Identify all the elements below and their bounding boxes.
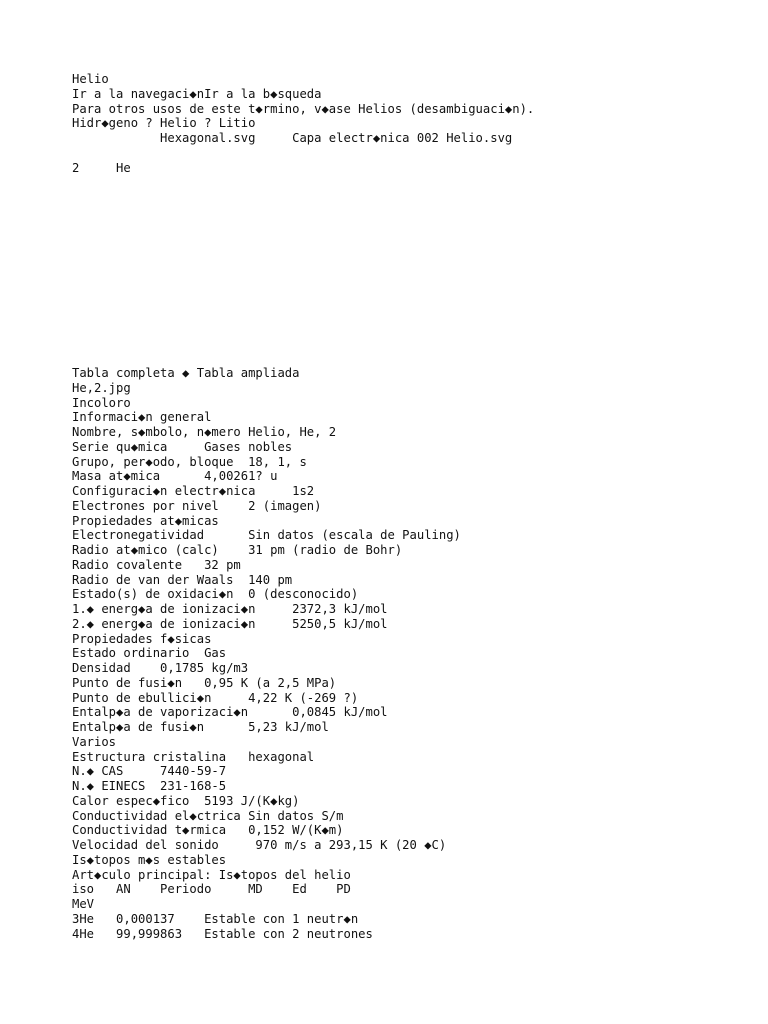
text-line: He,2.jpg <box>72 380 131 395</box>
text-line: Entalp◆a de fusi◆n 5,23 kJ/mol <box>72 720 329 734</box>
text-line: Radio de van der Waals 140 pm <box>72 572 293 587</box>
text-line: Serie qu◆mica Gases nobles <box>72 439 293 454</box>
section-heading: Varios <box>72 734 117 749</box>
text-line: 1.◆ energ◆a de ionizaci◆n 2372,3 kJ/mol <box>72 602 388 616</box>
text-line: Punto de ebullici◆n 4,22 K (-269 ?) <box>72 690 359 705</box>
text-line: Conductividad t◆rmica 0,152 W/(K◆m) <box>72 823 344 838</box>
text-line: N.◆ CAS 7440-59-7 <box>72 764 227 779</box>
text-line: Densidad 0,1785 kg/m3 <box>72 661 249 675</box>
section-heading: Is◆topos m◆s estables <box>72 852 227 867</box>
element-navigation: Hidr◆geno ? Helio ? Litio <box>72 116 256 131</box>
text-line: 2.◆ energ◆a de ionizaci◆n 5250,5 kJ/mol <box>72 616 388 631</box>
text-line: Punto de fusi◆n 0,95 K (a 2,5 MPa) <box>72 675 337 690</box>
text-line: Radio at◆mico (calc) 31 pm (radio de Bohr) <box>72 543 403 557</box>
text-line: Tabla completa ◆ Tabla ampliada <box>72 366 300 380</box>
text-line: Electrones por nivel 2 (imagen) <box>72 498 322 513</box>
isotope-table-header-unit: MeV <box>72 897 95 911</box>
isotope-table-row: 4He 99,999863 Estable con 2 neutrones <box>72 926 373 941</box>
text-line: N.◆ EINECS 231-168-5 <box>72 779 227 793</box>
section-heading: Propiedades f◆sicas <box>72 631 212 646</box>
isotope-table-header: iso AN Periodo MD Ed PD <box>72 882 351 897</box>
skip-links[interactable]: Ir a la navegaci◆nIr a la b◆squeda <box>72 86 322 101</box>
text-line: Masa at◆mica 4,00261? u <box>72 469 278 484</box>
text-line: Grupo, per◆odo, bloque 18, 1, s <box>72 454 307 469</box>
text-line: Estado ordinario Gas <box>72 646 227 661</box>
text-line: Conductividad el◆ctrica Sin datos S/m <box>72 808 344 823</box>
text-line: Entalp◆a de vaporizaci◆n 0,0845 kJ/mol <box>72 705 388 720</box>
image-captions: Hexagonal.svg Capa electr◆nica 002 Helio.svg <box>72 131 513 145</box>
text-line: Estructura cristalina hexagonal <box>72 749 315 764</box>
document-header <box>72 72 534 175</box>
disambiguation-note: Para otros usos de este t◆rmino, v◆ase Helios (desambiguaci◆n). <box>72 101 535 116</box>
isotope-table-row: 3He 0,000137 Estable con 1 neutr◆n <box>72 911 359 926</box>
main-article-link[interactable]: Art◆culo principal: Is◆topos del helio <box>72 867 351 882</box>
text-line: Incoloro <box>72 395 131 410</box>
element-infobox-text <box>72 366 461 941</box>
text-line: Configuraci◆n electr◆nica 1s2 <box>72 484 315 498</box>
text-line: Calor espec◆fico 5193 J/(K◆kg) <box>72 793 300 808</box>
atomic-number-symbol: 2 He <box>72 160 131 175</box>
text-line: Radio covalente 32 pm <box>72 557 241 572</box>
section-heading: Informaci◆n general <box>72 410 212 425</box>
text-line: Velocidad del sonido 970 m/s a 293,15 K (20 ◆C) <box>72 838 447 852</box>
text-line: Nombre, s◆mbolo, n◆mero Helio, He, 2 <box>72 425 337 439</box>
text-line: Estado(s) de oxidaci◆n 0 (desconocido) <box>72 587 359 602</box>
section-heading: Propiedades at◆micas <box>72 513 219 528</box>
blank-line <box>72 146 534 161</box>
text-line: Electronegatividad Sin datos (escala de Pauling) <box>72 528 461 543</box>
article-title: Helio <box>72 72 109 86</box>
